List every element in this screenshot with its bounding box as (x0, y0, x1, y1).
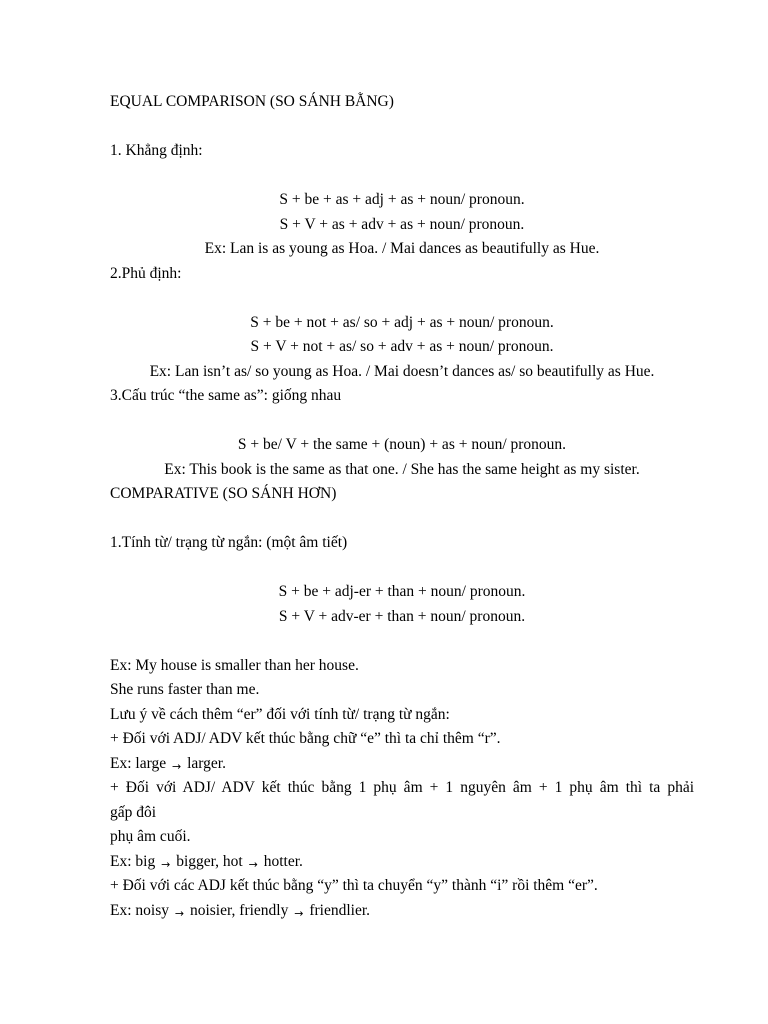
example-word: larger. (187, 754, 226, 772)
same-as-heading: 3.Cấu trúc “the same as”: giống nhau (110, 387, 342, 404)
comparative-formula-verb: S + V + adv-er + than + noun/ pronoun. (278, 607, 526, 625)
er-note-heading: Lưu ý về cách thêm “er” đối với tính từ/ trạng từ ngắn: (110, 705, 450, 723)
document-content (110, 90, 694, 923)
comparative-example-runs: She runs faster than me. (110, 681, 260, 698)
example-word: bigger, hot (176, 852, 243, 870)
negative-formula-be: S + be + not + as/ so + adj + as + noun/ pronoun. (250, 313, 554, 331)
negative-heading: 2.Phủ định: (110, 264, 182, 282)
same-as-example: Ex: This book is the same as that one. / She has the same height as my sister. (164, 460, 640, 478)
example-word: Ex: noisy (110, 901, 169, 919)
er-rule-ending-y: + Đối với các ADJ kết thúc bằng “y” thì ta chuyển “y” thành “i” rồi thêm “er”. (110, 877, 598, 894)
example-word: Ex: large (110, 754, 167, 772)
right-arrow-icon: → (248, 857, 258, 871)
right-arrow-icon: → (174, 906, 185, 920)
right-arrow-icon: → (294, 906, 304, 920)
negative-formula-verb: S + V + not + as/ so + adv + as + noun/ pronoun. (250, 338, 554, 355)
affirmative-example: Ex: Lan is as young as Hoa. / Mai dances as beautifully as Hue. (204, 240, 600, 257)
example-word: noisier, friendly (189, 901, 289, 919)
spacer (110, 556, 694, 581)
affirmative-heading: 1. Khẳng định: (110, 142, 203, 159)
negative-example: Ex: Lan isn’t as/ so young as Hoa. / Mai doesn’t dances as/ so beautifully as Hue. (149, 362, 655, 380)
spacer (110, 629, 694, 654)
example-word: friendlier. (309, 901, 371, 919)
er-rule-ending-y-example (110, 899, 694, 924)
example-word: Ex: big (110, 852, 156, 870)
affirmative-formula-verb: S + V + as + adv + as + noun/ pronoun. (279, 215, 525, 233)
example-word: hotter. (263, 852, 303, 870)
spacer (110, 164, 694, 189)
affirmative-formula-be: S + be + as + adj + as + noun/ pronoun. (279, 191, 525, 208)
er-rule-double-consonant: + Đối với ADJ/ ADV kết thúc bằng 1 phụ âm + 1 nguyên âm + 1 phụ âm thì ta phải (110, 779, 694, 796)
er-rule-ending-e-example (110, 752, 694, 777)
er-rule-double-consonant-cont: gấp đôi (110, 803, 157, 821)
spacer (110, 115, 694, 140)
spacer (110, 286, 694, 311)
comparative-example-house: Ex: My house is smaller than her house. (110, 656, 359, 674)
right-arrow-icon: → (161, 857, 171, 871)
equal-comparison-title: EQUAL COMPARISON (SO SÁNH BẰNG) (110, 93, 394, 110)
spacer (110, 409, 694, 434)
same-as-formula: S + be/ V + the same + (noun) + as + noun/ pronoun. (237, 436, 567, 453)
er-rule-double-consonant-end: phụ âm cuối. (110, 828, 191, 845)
right-arrow-icon: → (171, 759, 182, 773)
comparative-formula-be: S + be + adj-er + than + noun/ pronoun. (278, 583, 526, 600)
short-adj-heading: 1.Tính từ/ trạng từ ngắn: (một âm tiết) (110, 534, 348, 551)
spacer (110, 507, 694, 532)
er-rule-double-consonant-example (110, 850, 694, 875)
comparative-title: COMPARATIVE (SO SÁNH HƠN) (110, 485, 337, 502)
er-rule-ending-e: + Đối với ADJ/ ADV kết thúc bằng chữ “e” thì ta chỉ thêm “r”. (110, 730, 501, 747)
